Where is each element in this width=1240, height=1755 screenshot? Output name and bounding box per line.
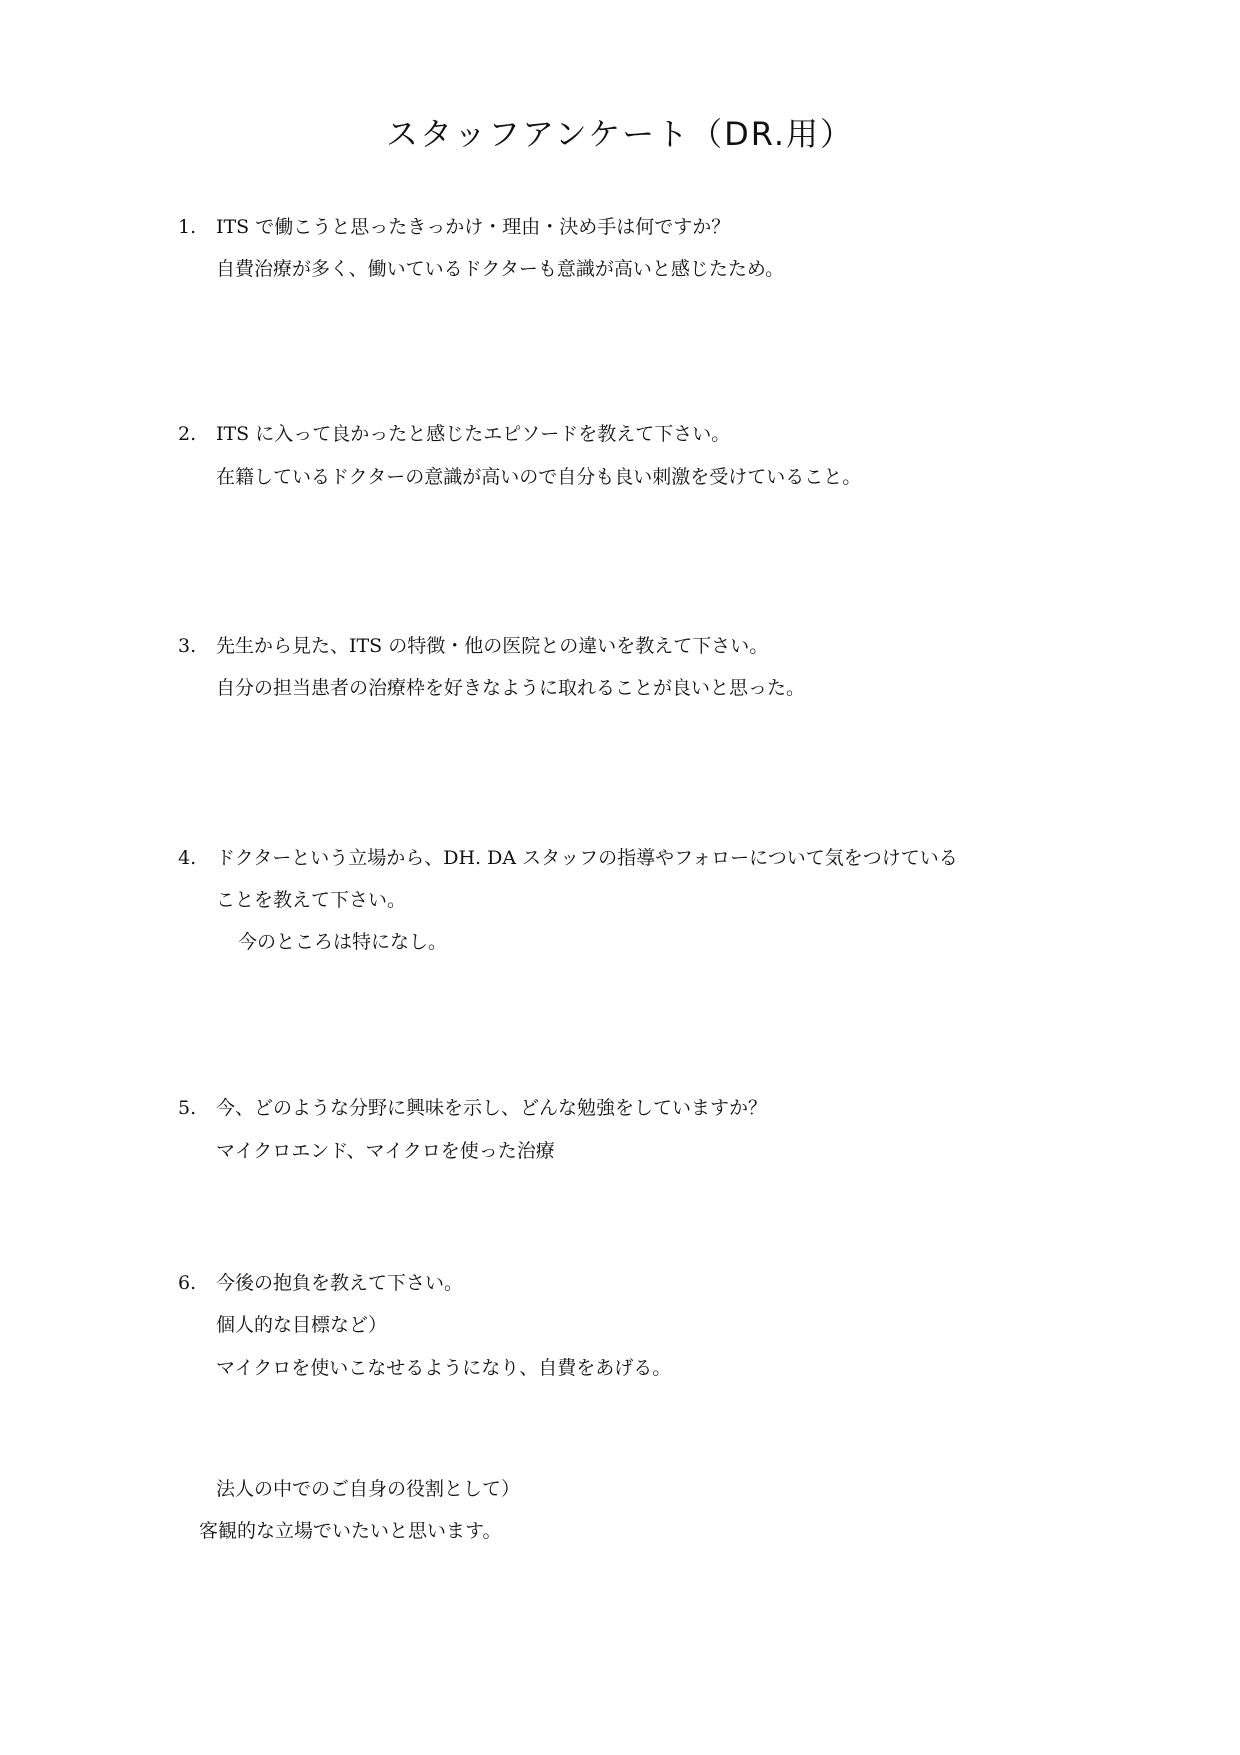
question-text-continued: ことを教えて下さい。 [216, 889, 407, 911]
question-number: 1. [178, 216, 197, 238]
answer-text: 今のところは特になし。 [238, 931, 448, 953]
answer-text: 自分の担当患者の治療枠を好きなように取れることが良いと思った。 [216, 677, 806, 699]
question-number: 3. [178, 635, 197, 657]
question-number: 4. [178, 847, 197, 869]
question-number: 5. [178, 1097, 197, 1119]
question-number: 2. [178, 423, 197, 445]
answer-text: 自費治療が多く、働いているドクターも意識が高いと感じたため。 [216, 258, 785, 280]
sub-question-label: 個人的な目標など） [216, 1314, 388, 1336]
answer-text: 客観的な立場でいたいと思います。 [199, 1520, 502, 1542]
question-text: ITS に入って良かったと感じたエピソードを教えて下さい。 [216, 423, 731, 445]
question-text: ドクターという立場から、DH. DA スタッフの指導やフォローについて気をつけている [216, 847, 958, 869]
answer-text: マイクロエンド、マイクロを使った治療 [216, 1140, 555, 1162]
answer-text: マイクロを使いこなせるようになり、自費をあげる。 [216, 1357, 672, 1379]
question-text: 今、どのような分野に興味を示し、どんな勉強をしていますか？ [216, 1097, 768, 1119]
answer-text: 在籍しているドクターの意識が高いので自分も良い刺激を受けていること。 [216, 466, 862, 488]
question-text: 先生から見た、ITS の特徴・他の医院との違いを教えて下さい。 [216, 635, 769, 657]
question-number: 6. [178, 1272, 197, 1294]
question-text: ITS で働こうと思ったきっかけ・理由・決め手は何ですか？ [216, 216, 731, 238]
page-title: スタッフアンケート（DR.用） [386, 115, 854, 153]
sub-question-label: 法人の中でのご自身の役割として） [216, 1478, 521, 1500]
question-text: 今後の抱負を教えて下さい。 [216, 1272, 464, 1294]
